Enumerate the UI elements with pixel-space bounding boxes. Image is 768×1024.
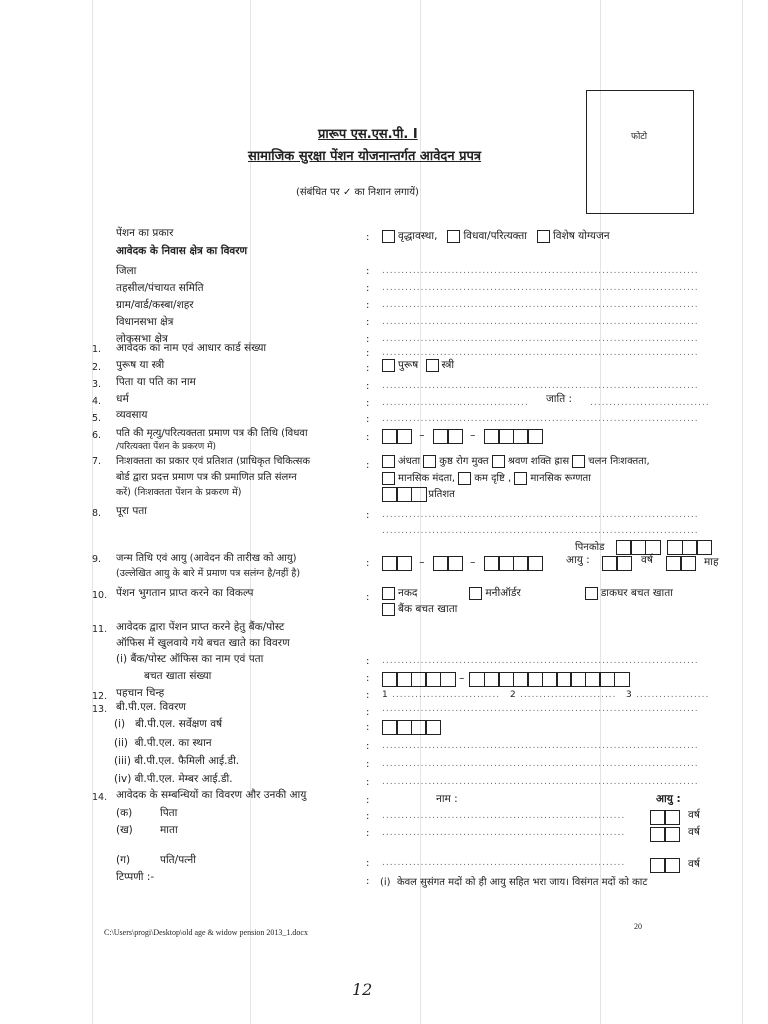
colon: : (366, 707, 370, 718)
checkbox-bank-savings[interactable] (382, 603, 395, 616)
file-path: C:\Users\progi\Desktop\old age & widow pension 2013_1.docx (104, 928, 308, 937)
checkbox-male[interactable] (382, 359, 395, 372)
disability-label-2: बोर्ड द्वारा प्रदत्त प्रमाण पत्र की प्रमाणित प्रति संलग्न (116, 472, 297, 483)
checkbox-leprosy[interactable] (423, 455, 436, 468)
fill-line[interactable]: .................................................................................. (382, 759, 699, 769)
fill-line[interactable]: .................................................................................. (382, 777, 699, 787)
colon: : (366, 690, 370, 701)
fill-line[interactable]: .................................................................................. (382, 704, 699, 714)
account-number-label: बचत खाता संख्या (144, 670, 212, 682)
year-label: वर्ष (688, 809, 700, 821)
relative-age-label: आयु : (656, 793, 681, 805)
fill-line[interactable]: .................................................................................. (382, 300, 699, 310)
field-district: जिला (116, 265, 137, 277)
bpl-label: बी.पी.एल. विवरण (116, 701, 186, 713)
item-number: 12. (92, 691, 108, 702)
checkbox-cash[interactable] (382, 587, 395, 600)
address-label: पूरा पता (116, 505, 147, 517)
residence-label: आवेदक के निवास क्षेत्र का विवरण (116, 245, 248, 257)
option-widow: विधवा/परित्यक्ता (463, 230, 528, 242)
scan-line (742, 0, 743, 1024)
item-number: 5. (92, 413, 102, 424)
percent-label: प्रतिशत (428, 489, 455, 500)
pincode-label: पिनकोड (575, 542, 605, 553)
fill-line[interactable]: .................................................................................. (382, 510, 699, 520)
item-number: 7. (92, 456, 102, 467)
colon: : (366, 656, 370, 667)
relatives-label: आवेदक के सम्बन्धियों का विवरण और उनकी आयु (116, 789, 307, 801)
option-old-age: वृद्धावस्था, (398, 230, 438, 242)
option-leprosy: कुष्ठ रोग मुक्त (439, 456, 489, 467)
photo-box[interactable] (586, 90, 694, 214)
option-female: स्त्री (441, 359, 455, 371)
payment-option-label: पेंशन भुगतान प्राप्त करने का विकल्प (116, 587, 254, 599)
colon: : (366, 592, 370, 603)
remark-text: (i) केवल सुसंगत मदों को ही आयु सहित भरा जाय। विसंगत मदों को काट (380, 877, 648, 888)
relative-mother: माता (160, 824, 178, 836)
item-number: 4. (92, 396, 102, 407)
id-mark-3: 3 (626, 690, 632, 700)
colon: : (366, 811, 370, 822)
checkbox-female[interactable] (426, 359, 439, 372)
religion-label: धर्म (116, 393, 129, 405)
bank-name-label: (i) बैंक/पोस्ट ऑफिस का नाम एवं पता (116, 653, 264, 665)
occupation-label: व्यवसाय (116, 409, 148, 421)
dob-boxes[interactable]: – – (382, 552, 542, 572)
fill-line[interactable]: .................................................................................. (382, 348, 699, 358)
certificate-date-label: पति की मृत्यु/परित्यक्तता प्रमाण पत्र की तिथि (विधवा (116, 428, 308, 439)
bpl-survey-year-label: (i) बी.पी.एल. सर्वेक्षण वर्ष (114, 718, 223, 730)
item-number: 13. (92, 704, 108, 715)
photo-label: फोटो (631, 132, 648, 142)
relative-spouse: पति/पत्नी (160, 854, 196, 866)
date-boxes[interactable]: – – (382, 425, 542, 445)
colon: : (366, 283, 370, 294)
item-number: 3. (92, 379, 102, 390)
handwritten-number: 12 (352, 980, 373, 999)
fill-line[interactable]: ............................... (590, 398, 710, 408)
option-disabled: विशेष योग्यजन (553, 230, 610, 242)
option-low-vision: कम दृष्टि , (474, 473, 512, 484)
spouse-age-boxes[interactable] (650, 854, 679, 874)
colon: : (366, 741, 370, 752)
age-label: आयु : (566, 554, 590, 566)
id-mark-2: 2 (510, 690, 516, 700)
disability-options-1 (382, 453, 650, 468)
caste-label: जाति : (546, 393, 573, 405)
id-mark-label: पहचान चिन्ह (116, 687, 165, 699)
colon: : (366, 777, 370, 788)
colon: : (366, 348, 370, 359)
page-number: 20 (634, 922, 642, 931)
dob-note: (उल्लेखित आयु के बारे में प्रमाण पत्र सलंग्न है/नहीं है) (116, 568, 301, 579)
fill-line[interactable]: ...................................... (382, 398, 529, 408)
fill-line[interactable]: ............................ (392, 690, 501, 700)
checkbox-mental-illness[interactable] (514, 472, 527, 485)
checkbox-low-vision[interactable] (458, 472, 471, 485)
relative-key: (ख) (116, 824, 133, 836)
colon: : (366, 460, 370, 471)
colon: : (366, 673, 370, 684)
checkbox-hearing[interactable] (492, 455, 505, 468)
pension-type-options (382, 229, 610, 243)
checkbox-blind[interactable] (382, 455, 395, 468)
field-assembly: विधानसभा क्षेत्र (116, 316, 174, 328)
option-locomotor: चलन निःशक्तता, (588, 456, 650, 467)
bpl-family-id-label: (iii) बी.पी.एल. फैमिली आई.डी. (114, 755, 240, 767)
colon: : (366, 510, 370, 521)
disability-percent (382, 486, 455, 502)
fill-line[interactable]: ......................... (520, 690, 617, 700)
pension-type-label: पेंशन का प्रकार (116, 227, 174, 239)
survey-year-boxes[interactable] (382, 716, 440, 736)
checkbox-disabled[interactable] (537, 230, 550, 243)
field-village: ग्राम/वार्ड/कस्बा/शहर (116, 299, 194, 311)
id-mark-1: 1 (382, 690, 388, 700)
colon: : (366, 381, 370, 392)
option-bank-savings: बैंक बचत खाता (398, 603, 458, 615)
colon: : (366, 363, 370, 374)
colon: : (366, 414, 370, 425)
colon: : (366, 266, 370, 277)
fill-line[interactable]: .................................................................................. (382, 526, 699, 536)
colon: : (366, 795, 370, 806)
form-code: प्रारूप एस.एस.पी. I (318, 127, 418, 142)
colon: : (366, 722, 370, 733)
relative-key: (क) (116, 807, 133, 819)
colon: : (366, 334, 370, 345)
fill-line[interactable]: ............................................................... (382, 828, 626, 838)
year-label: वर्ष (688, 858, 700, 870)
relative-name-label: नाम : (436, 793, 458, 805)
disability-label-3: करें) (निःशक्तता पेंशन के प्रकरण में) (116, 487, 242, 498)
checkbox-mental-retardation[interactable] (382, 472, 395, 485)
payment-options (382, 586, 673, 600)
bpl-member-id-label: (iv) बी.पी.एल. मेम्बर आई.डी. (114, 773, 233, 785)
year-label: वर्ष (688, 826, 700, 838)
colon: : (366, 828, 370, 839)
colon: : (366, 558, 370, 569)
option-blind: अंधता (398, 456, 421, 467)
fill-line[interactable]: .................................................................................. (382, 656, 699, 666)
checkbox-old-age[interactable] (382, 230, 395, 243)
item-number: 11. (92, 624, 108, 635)
item-number: 8. (92, 508, 102, 519)
month-label: माह (704, 556, 719, 568)
instruction: (संबंधित पर ✓ का निशान लगायें) (296, 187, 419, 198)
fill-line[interactable]: ............................................................... (382, 858, 626, 868)
bpl-place-label: (ii) बी.पी.एल. का स्थान (114, 737, 212, 749)
item-number: 2. (92, 362, 102, 373)
father-husband-label: पिता या पति का नाम (116, 376, 196, 388)
age-month-boxes[interactable] (666, 552, 695, 572)
certificate-date-note: /परित्यक्ता पेंशन के प्रकरण में) (116, 442, 216, 452)
fill-line[interactable]: ................... (636, 690, 710, 700)
applicant-name-label: आवेदक का नाम एवं आधार कार्ड संख्या (116, 342, 267, 354)
colon: : (366, 858, 370, 869)
bank-label-1: आवेदक द्वारा पेंशन प्राप्त करने हेतु बैंक/पोस्ट (116, 621, 285, 633)
option-male: पुरूष (398, 359, 419, 371)
option-mental-illness: मानसिक रूग्णता (530, 473, 591, 484)
option-hearing: श्रवण शक्ति ह्रास (507, 456, 570, 467)
form-title: सामाजिक सुरक्षा पेंशन योजनान्तर्गत आवेदन प्रपत्र (248, 149, 482, 164)
colon: : (366, 398, 370, 409)
mother-age-boxes[interactable] (650, 823, 679, 843)
remark-label: टिप्पणी :- (116, 871, 155, 883)
fill-line[interactable]: .................................................................................. (382, 414, 699, 424)
checkbox-locomotor[interactable] (572, 455, 585, 468)
relative-father: पिता (160, 807, 178, 819)
checkbox-post-savings[interactable] (585, 587, 598, 600)
colon: : (366, 232, 370, 243)
age-year-boxes[interactable] (602, 552, 631, 572)
item-number: 6. (92, 430, 102, 441)
gender-options (382, 358, 454, 372)
percent-boxes[interactable] (382, 487, 425, 502)
bank-label-2: ऑफिस में खुलवाये गये बचत खाते का विवरण (116, 637, 290, 649)
colon: : (366, 432, 370, 443)
colon: : (366, 759, 370, 770)
item-number: 1. (92, 344, 102, 355)
colon: : (366, 300, 370, 311)
disability-options-2 (382, 470, 591, 485)
colon: : (366, 317, 370, 328)
fill-line[interactable]: .................................................................................. (382, 317, 699, 327)
checkbox-widow[interactable] (447, 230, 460, 243)
relative-key: (ग) (116, 854, 131, 866)
option-cash: नकद (398, 587, 418, 599)
fill-line[interactable]: .................................................................................. (382, 741, 699, 751)
item-number: 10. (92, 590, 108, 601)
item-number: 14. (92, 792, 108, 803)
payment-options-2 (382, 602, 457, 616)
fill-line[interactable]: .................................................................................. (382, 334, 699, 344)
option-post-savings: डाकघर बचत खाता (600, 587, 673, 599)
account-number-boxes[interactable]: – (382, 668, 628, 688)
field-tehsil: तहसील/पंचायत समिति (116, 282, 204, 294)
option-money-order: मनीऑर्डर (485, 587, 521, 599)
fill-line[interactable]: .................................................................................. (382, 266, 699, 276)
checkbox-money-order[interactable] (469, 587, 482, 600)
dob-label: जन्म तिथि एवं आयु (आवेदन की तारीख को आयु) (116, 553, 297, 564)
fill-line[interactable]: .................................................................................. (382, 381, 699, 391)
year-label: वर्ष (641, 554, 653, 566)
item-number: 9. (92, 554, 102, 565)
colon: : (366, 876, 370, 887)
option-mental-retardation: मानसिक मंदता, (398, 473, 456, 484)
disability-label-1: निःशक्तता का प्रकार एवं प्रतिशत (प्राधिकृत चिकित्सक (116, 456, 311, 467)
fill-line[interactable]: .................................................................................. (382, 283, 699, 293)
fill-line[interactable]: ............................................................... (382, 811, 626, 821)
gender-label: पुरूष या स्त्री (116, 359, 165, 371)
field-loksabha: लोकसभा क्षेत्र (116, 333, 168, 345)
